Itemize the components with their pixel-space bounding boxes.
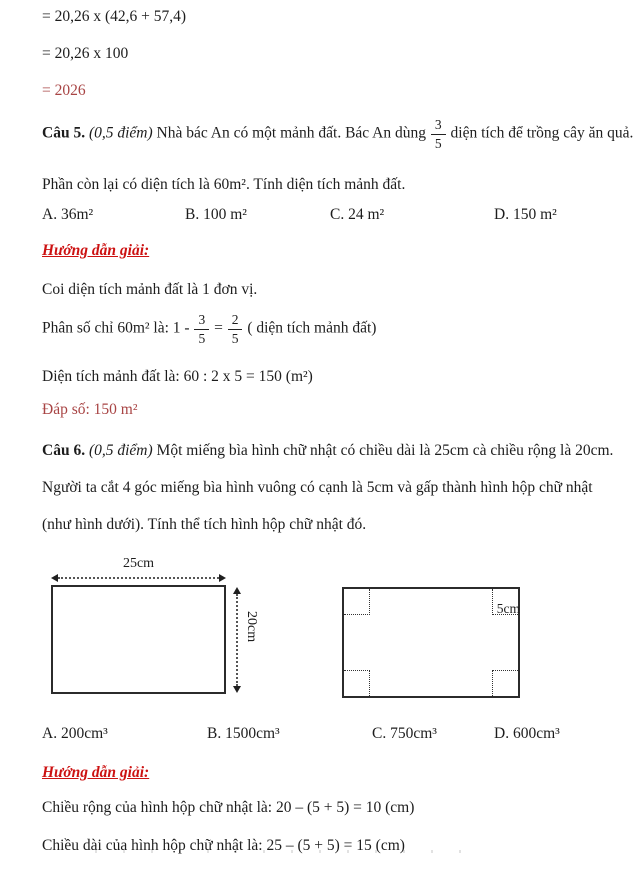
q6-guide-heading: Hướng dẫn giải: xyxy=(42,764,150,781)
dotted-line xyxy=(236,594,238,686)
width-dimension-arrow xyxy=(51,573,226,583)
fraction-numerator: 3 xyxy=(431,117,446,135)
fraction-two-fifths xyxy=(227,312,244,346)
arrowhead-left-icon xyxy=(51,574,58,582)
corner-cut-square xyxy=(492,670,518,696)
q5-label: Câu 5. xyxy=(42,124,86,142)
q5-solution-line3: Diện tích mảnh đất là: 60 : 2 x 5 = 150 (m²) xyxy=(42,368,313,385)
q5-option-b: B. 100 m² xyxy=(185,206,247,223)
q5-solution-line2 xyxy=(42,312,376,346)
fraction-three-fifths xyxy=(430,117,447,151)
q6-label: Câu 6. xyxy=(42,442,86,459)
arrowhead-right-icon xyxy=(219,574,226,582)
fraction-denominator: 5 xyxy=(231,330,239,346)
q5-option-d: D. 150 m² xyxy=(494,206,557,223)
q5-options-row xyxy=(0,206,640,226)
q5-sol2-after: ( diện tích mảnh đất) xyxy=(247,319,377,337)
q6-solution-line2: Chiều dài của hình hộp chữ nhật là: 25 – (5 + 5) = 15 (cm) xyxy=(42,837,405,854)
q5-intro-after: diện tích để trồng cây ăn quả. xyxy=(450,124,634,142)
q5-question-line2: Phần còn lại có diện tích là 60m². Tính diện tích mảnh đất. xyxy=(42,176,406,193)
calc-line-2: = 20,26 x 100 xyxy=(42,45,129,62)
corner-cut-square xyxy=(344,670,370,696)
fraction-numerator: 3 xyxy=(194,312,209,330)
q6-question-line1 xyxy=(42,441,613,461)
q6-question-line2: Người ta cắt 4 góc miếng bìa hình vuông có cạnh là 5cm và gấp thành hình hộp chữ nhật xyxy=(42,479,593,496)
q6-figure-cut-corners-rectangle xyxy=(342,587,520,698)
fraction-numerator: 2 xyxy=(228,312,243,330)
q5-option-a: A. 36m² xyxy=(42,206,94,223)
q6-option-a: A. 200cm³ xyxy=(42,725,108,742)
q6-option-c: C. 750cm³ xyxy=(372,725,437,742)
q6-question-line3: (như hình dưới). Tính thể tích hình hộp chữ nhật đó. xyxy=(42,516,367,533)
q5-solution-line1: Coi diện tích mảnh đất là 1 đơn vị. xyxy=(42,281,258,298)
scan-noise xyxy=(95,850,485,853)
corner-size-label: 5cm xyxy=(496,601,520,616)
arrowhead-up-icon xyxy=(233,587,241,594)
q5-sol2-before: Phân số chỉ 60m² là: 1 - xyxy=(42,319,190,337)
q6-figure-sheet-rectangle xyxy=(51,585,226,694)
dotted-line xyxy=(58,577,219,579)
q5-intro-before: Nhà bác An có một mảnh đất. Bác An dùng xyxy=(156,124,427,142)
q5-answer: Đáp số: 150 m² xyxy=(42,401,138,418)
height-dimension-label: 20cm xyxy=(244,611,259,643)
fraction-three-fifths xyxy=(193,312,210,346)
calc-line-1: = 20,26 x (42,6 + 57,4) xyxy=(42,8,187,25)
calc-result: = 2026 xyxy=(42,82,86,99)
height-dimension-arrow xyxy=(231,587,243,693)
q5-option-c: C. 24 m² xyxy=(330,206,385,223)
q5-points: (0,5 điểm) xyxy=(88,124,153,142)
q6-option-d: D. 600cm³ xyxy=(494,725,560,742)
q6-option-b: B. 1500cm³ xyxy=(207,725,280,742)
arrowhead-down-icon xyxy=(233,686,241,693)
q6-options-row xyxy=(0,725,640,745)
q6-solution-line1: Chiều rộng của hình hộp chữ nhật là: 20 – (5 + 5) = 10 (cm) xyxy=(42,799,415,816)
q5-guide-heading: Hướng dẫn giải: xyxy=(42,242,150,259)
corner-cut-square xyxy=(344,589,370,615)
q6-points: (0,5 điểm) xyxy=(88,442,153,459)
q5-question-line1 xyxy=(42,117,633,151)
fraction-denominator: 5 xyxy=(434,135,442,151)
equals-sign: = xyxy=(214,319,223,337)
q6-line1-text: Một miếng bìa hình chữ nhật có chiều dài là 25cm cà chiều rộng là 20cm. xyxy=(156,442,614,459)
fraction-denominator: 5 xyxy=(198,330,206,346)
width-dimension-label: 25cm xyxy=(122,556,155,571)
